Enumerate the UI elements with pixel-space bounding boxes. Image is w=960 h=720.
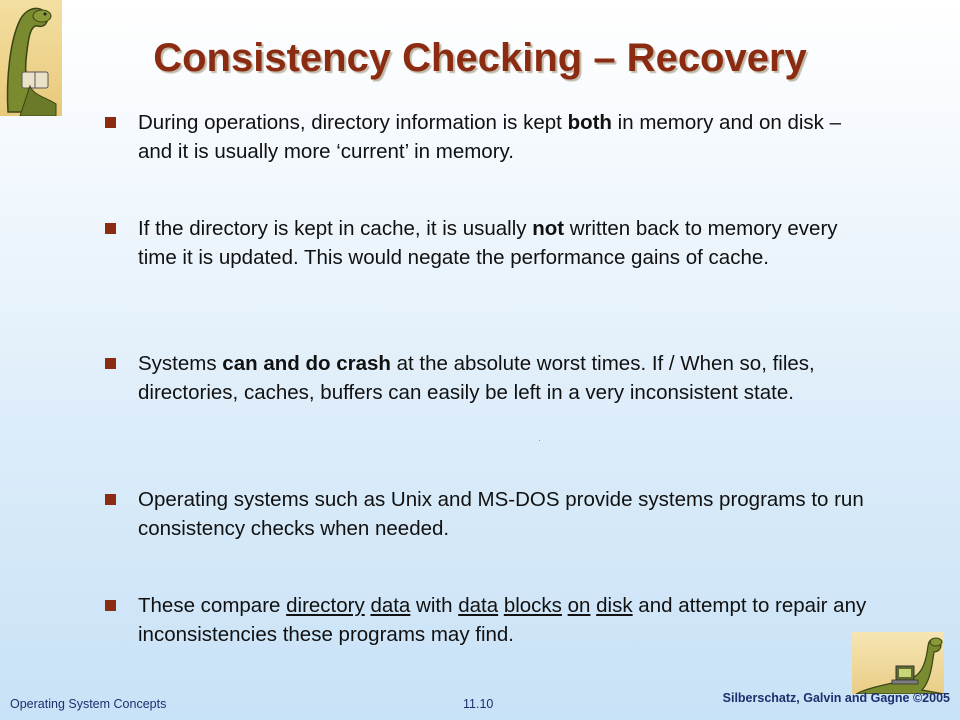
bullet-item xyxy=(110,591,870,649)
bullet-item xyxy=(110,214,870,272)
square-bullet-icon xyxy=(105,223,116,234)
bullet-text: These compare directory data with data blocks on disk and attempt to repair any inconsistencies these programs may find. xyxy=(138,594,867,646)
bullet-text: Operating systems such as Unix and MS-DOS provide systems programs to run consistency checks when needed. xyxy=(138,488,864,540)
bullet-text: If the directory is kept in cache, it is usually not written back to memory every time it is updated. This would negate the performance gains of cache. xyxy=(138,217,838,269)
bullet-item xyxy=(110,108,870,166)
dinosaur-computer-icon xyxy=(852,632,944,694)
bullet-text: Systems can and do crash at the absolute worst times. If / When so, files, directories, caches, buffers can easily be left in a very inconsistent state. xyxy=(138,352,815,404)
bullet-text: During operations, directory information is kept both in memory and on disk – and it is usually more ‘current’ in memory. xyxy=(138,111,841,163)
slide-title: Consistency Checking – Recovery xyxy=(153,36,807,80)
stray-dot xyxy=(539,440,540,441)
footer-left: Operating System Concepts xyxy=(10,697,167,711)
footer-right: Silberschatz, Galvin and Gagne ©2005 xyxy=(722,691,950,705)
square-bullet-icon xyxy=(105,494,116,505)
square-bullet-icon xyxy=(105,600,116,611)
square-bullet-icon xyxy=(105,358,116,369)
footer-center: 11.10 xyxy=(463,697,494,711)
bullet-item xyxy=(110,485,870,543)
bullet-item xyxy=(110,349,870,407)
square-bullet-icon xyxy=(105,117,116,128)
